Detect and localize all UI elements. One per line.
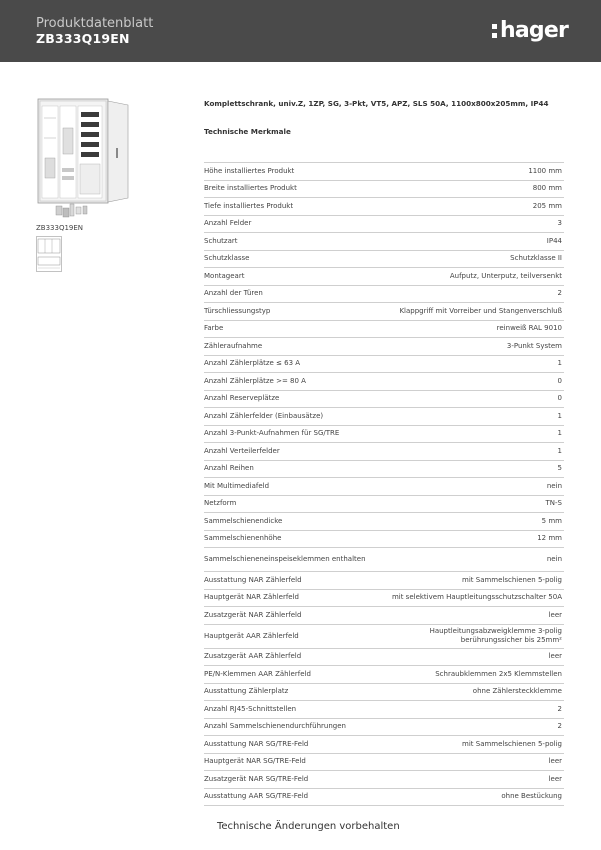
spec-row (204, 443, 564, 461)
spec-value: Hauptleitungsabzweigklemme 3-polig berührungssicher bis 25mm² (429, 627, 562, 644)
logo-colon-mark (492, 22, 497, 40)
spec-row (204, 719, 564, 737)
spec-value: TN-S (545, 499, 562, 508)
spec-label: Montageart (204, 271, 245, 280)
spec-value: 205 mm (532, 201, 562, 210)
spec-row (204, 356, 564, 374)
spec-label: Anzahl der Türen (204, 289, 263, 298)
spec-row (204, 496, 564, 514)
spec-value: 1 (557, 359, 562, 368)
product-image (36, 98, 130, 222)
spec-label: Zusatzgerät AAR Zählerfeld (204, 652, 302, 661)
spec-value: leer (548, 774, 562, 783)
spec-label: Anzahl Verteilerfelder (204, 446, 280, 455)
spec-label: Hauptgerät NAR SG/TRE-Feld (204, 757, 306, 766)
spec-value: leer (548, 757, 562, 766)
spec-row (204, 607, 564, 625)
spec-label: Anzahl Zählerplätze ≤ 63 A (204, 359, 301, 368)
spec-row (204, 461, 564, 479)
spec-row (204, 701, 564, 719)
spec-row (204, 625, 564, 649)
spec-value: 3 (557, 219, 562, 228)
logo-wordmark: hager (500, 17, 569, 43)
spec-row (204, 789, 564, 807)
spec-value: 1100 mm (528, 166, 562, 175)
hager-logo (492, 15, 568, 45)
spec-label: Farbe (204, 324, 224, 333)
document-code: ZB333Q19EN (36, 31, 130, 46)
spec-label: Sammelschienendicke (204, 516, 283, 525)
spec-label: Anzahl Felder (204, 219, 252, 228)
spec-label: Anzahl Reihen (204, 464, 254, 473)
spec-value: 1 (557, 411, 562, 420)
spec-value: 2 (557, 289, 562, 298)
spec-value: nein (546, 481, 562, 490)
spec-row (204, 531, 564, 549)
spec-label: Ausstattung Zählerplatz (204, 687, 289, 696)
spec-label: Anzahl Reserveplätze (204, 394, 280, 403)
spec-row (204, 684, 564, 702)
spec-value: mit selektivem Hauptleitungsschutzschalter 50A (391, 593, 562, 602)
spec-label: Ausstattung NAR SG/TRE-Feld (204, 739, 309, 748)
spec-label: Zähleraufnahme (204, 341, 263, 350)
spec-row (204, 321, 564, 339)
spec-label: Hauptgerät AAR Zählerfeld (204, 631, 299, 640)
section-title: Technische Merkmale (204, 127, 291, 136)
spec-row (204, 590, 564, 608)
spec-label: Netzform (204, 499, 237, 508)
spec-label: Zusatzgerät NAR SG/TRE-Feld (204, 774, 309, 783)
spec-value: 0 (557, 394, 562, 403)
spec-label: PE/N-Klemmen AAR Zählerfeld (204, 669, 311, 678)
spec-label: Sammelschienenhöhe (204, 534, 282, 543)
spec-label: Tiefe installiertes Produkt (204, 201, 294, 210)
spec-row (204, 426, 564, 444)
spec-value: 2 (557, 722, 562, 731)
spec-value: leer (548, 652, 562, 661)
spec-row (204, 373, 564, 391)
spec-row (204, 216, 564, 234)
spec-label: Ausstattung AAR SG/TRE-Feld (204, 792, 309, 801)
spec-row (204, 338, 564, 356)
spec-row (204, 181, 564, 199)
spec-table (204, 162, 564, 806)
spec-label: Sammelschieneneinspeiseklemmen enthalten (204, 555, 366, 563)
spec-row (204, 649, 564, 667)
document-type: Produktdatenblatt (36, 16, 154, 31)
spec-label: Mit Multimediafeld (204, 481, 270, 490)
spec-label: Ausstattung NAR Zählerfeld (204, 575, 302, 584)
spec-label: Anzahl Zählerfelder (Einbausätze) (204, 411, 324, 420)
spec-row (204, 233, 564, 251)
spec-row (204, 572, 564, 590)
spec-value: Schraubklemmen 2x5 Klemmstellen (435, 669, 562, 678)
drawing-thumbnail[interactable] (36, 236, 62, 272)
spec-value: 3-Punkt System (506, 341, 562, 350)
product-image-caption: ZB333Q19EN (36, 224, 84, 232)
spec-label: Anzahl RJ45-Schnittstellen (204, 704, 297, 713)
spec-value: 2 (557, 704, 562, 713)
spec-row (204, 513, 564, 531)
spec-value: mit Sammelschienen 5-polig (462, 739, 562, 748)
spec-label: Breite installiertes Produkt (204, 184, 297, 193)
spec-row (204, 548, 564, 572)
spec-row (204, 303, 564, 321)
spec-value: 5 mm (541, 516, 562, 525)
spec-value: Aufputz, Unterputz, teilversenkt (449, 271, 562, 280)
spec-label: Anzahl 3-Punkt-Aufnahmen für SG/TRE (204, 429, 340, 438)
spec-value: 0 (557, 376, 562, 385)
spec-row (204, 736, 564, 754)
spec-row (204, 198, 564, 216)
spec-value: nein (546, 555, 562, 563)
spec-value: Klappgriff mit Vorreiber und Stangenverschluß (399, 306, 562, 315)
spec-row (204, 391, 564, 409)
spec-row (204, 286, 564, 304)
spec-row (204, 163, 564, 181)
spec-value: 1 (557, 429, 562, 438)
spec-row (204, 771, 564, 789)
spec-value: ohne Zählersteckklemme (472, 687, 562, 696)
header-bar (0, 0, 601, 62)
spec-value: 12 mm (537, 534, 562, 543)
spec-label: Höhe installiertes Produkt (204, 166, 295, 175)
spec-value: IP44 (546, 236, 562, 245)
spec-value: ohne Bestückung (501, 792, 562, 801)
spec-label: Anzahl Zählerplätze >= 80 A (204, 376, 306, 385)
spec-value: 5 (557, 464, 562, 473)
spec-row (204, 408, 564, 426)
spec-label: Schutzklasse (204, 254, 250, 263)
spec-value: leer (548, 610, 562, 619)
spec-label: Anzahl Sammelschienendurchführungen (204, 722, 346, 731)
spec-value: 800 mm (532, 184, 562, 193)
product-description: Komplettschrank, univ.Z, 1ZP, SG, 3-Pkt, VT5, APZ, SLS 50A, 1100x800x205mm, IP44 (204, 99, 549, 108)
spec-value: Schutzklasse II (510, 254, 562, 263)
spec-label: Zusatzgerät NAR Zählerfeld (204, 610, 302, 619)
spec-value: mit Sammelschienen 5-polig (462, 575, 562, 584)
spec-row (204, 754, 564, 772)
spec-label: Hauptgerät NAR Zählerfeld (204, 593, 299, 602)
spec-row (204, 268, 564, 286)
spec-label: Schutzart (204, 236, 238, 245)
spec-value: 1 (557, 446, 562, 455)
spec-value: reinweiß RAL 9010 (496, 324, 562, 333)
footer-note: Technische Änderungen vorbehalten (217, 821, 400, 832)
spec-label: Türschliessungstyp (204, 306, 271, 315)
spec-row (204, 666, 564, 684)
spec-row (204, 478, 564, 496)
spec-row (204, 251, 564, 269)
